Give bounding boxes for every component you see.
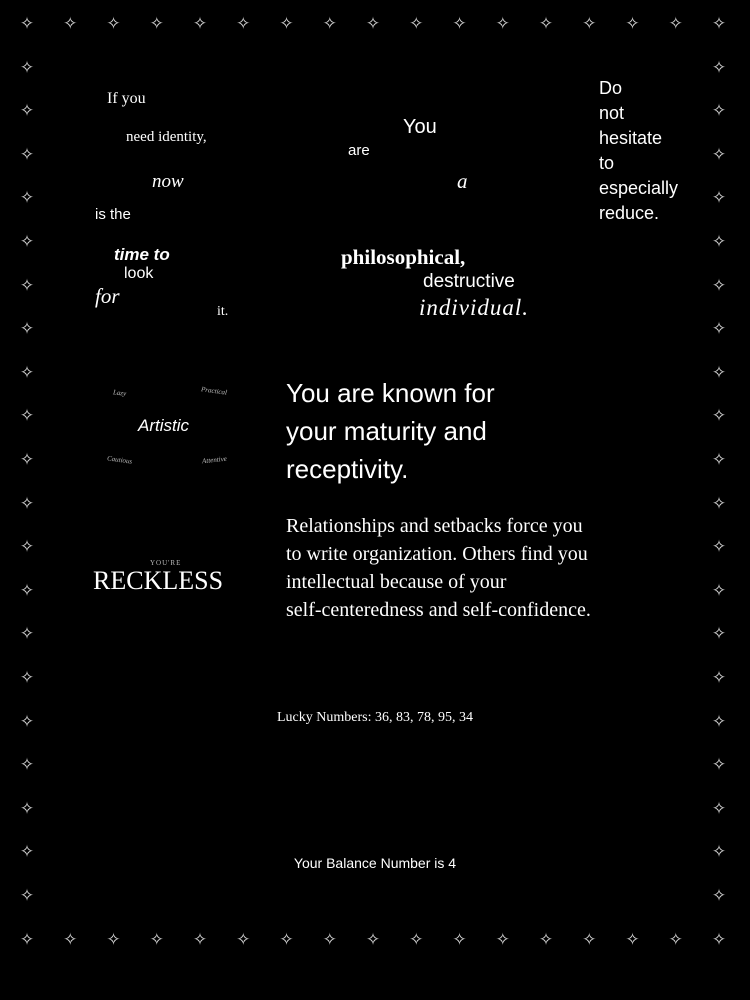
four-point-star-outline-icon: ✧: [538, 14, 554, 34]
heading-line: your maturity and: [286, 416, 487, 446]
trait-label: Cautious: [106, 454, 133, 466]
four-point-star-outline-icon: ✧: [279, 929, 294, 950]
advice-line: not: [599, 103, 625, 123]
four-point-star-outline-icon: ✧: [19, 319, 35, 340]
advice-line: to: [599, 153, 615, 173]
four-point-star-outline-icon: ✧: [711, 929, 727, 950]
four-point-star-outline-icon: ✧: [711, 624, 727, 645]
four-point-star-outline-icon: ✧: [19, 929, 35, 950]
four-point-star-outline-icon: ✧: [149, 929, 164, 950]
four-point-star-outline-icon: ✧: [711, 101, 727, 122]
poem-line: are: [348, 142, 370, 159]
trait-label: Practical: [200, 385, 228, 397]
four-point-star-outline-icon: ✧: [409, 929, 424, 950]
four-point-star-outline-icon: ✧: [625, 929, 640, 950]
body-line: intellectual because of your: [286, 571, 507, 593]
four-point-star-outline-icon: ✧: [19, 450, 35, 470]
four-point-star-outline-icon: ✧: [711, 319, 727, 340]
poem-line: need identity,: [126, 129, 207, 145]
body-line: Relationships and setbacks force you: [286, 515, 583, 537]
four-point-star-outline-icon: ✧: [365, 929, 381, 950]
poem-line: now: [152, 171, 184, 192]
poem-line: If you: [107, 90, 146, 107]
four-point-star-outline-icon: ✧: [19, 57, 35, 78]
four-point-star-outline-icon: ✧: [711, 232, 727, 252]
poem-line: it.: [217, 304, 229, 319]
four-point-star-outline-icon: ✧: [19, 886, 35, 906]
four-point-star-outline-icon: ✧: [711, 362, 727, 383]
four-point-star-outline-icon: ✧: [19, 101, 35, 122]
four-point-star-outline-icon: ✧: [19, 362, 35, 383]
four-point-star-outline-icon: ✧: [19, 798, 35, 819]
four-point-star-outline-icon: ✧: [19, 668, 35, 688]
four-point-star-outline-icon: ✧: [452, 14, 467, 34]
four-point-star-outline-icon: ✧: [63, 929, 78, 950]
four-point-star-outline-icon: ✧: [19, 624, 35, 645]
poem-line: for: [95, 284, 120, 308]
four-point-star-outline-icon: ✧: [322, 14, 337, 34]
body-line: to write organization. Others find you: [286, 543, 588, 565]
trait-label: Lazy: [112, 388, 127, 398]
four-point-star-outline-icon: ✧: [19, 580, 35, 601]
balance-number: Your Balance Number is 4: [293, 855, 457, 871]
four-point-star-outline-icon: ✧: [19, 406, 35, 427]
four-point-star-outline-icon: ✧: [711, 144, 727, 165]
four-point-star-outline-icon: ✧: [19, 755, 35, 776]
four-point-star-outline-icon: ✧: [236, 929, 251, 950]
four-point-star-outline-icon: ✧: [19, 232, 35, 252]
four-point-star-outline-icon: ✧: [495, 14, 510, 34]
four-point-star-outline-icon: ✧: [711, 842, 727, 863]
advice-line: hesitate: [599, 128, 663, 148]
trait-label: Attentive: [201, 454, 228, 466]
four-point-star-outline-icon: ✧: [538, 929, 554, 950]
advice-line: especially: [599, 178, 679, 198]
four-point-star-outline-icon: ✧: [711, 57, 727, 78]
body-line: self-centeredness and self-confidence.: [286, 599, 591, 621]
four-point-star-outline-icon: ✧: [625, 14, 640, 34]
lucky-numbers: Lucky Numbers: 36, 83, 78, 95, 34: [277, 710, 473, 725]
four-point-star-outline-icon: ✧: [236, 14, 251, 34]
four-point-star-outline-icon: ✧: [19, 842, 35, 863]
four-point-star-outline-icon: ✧: [322, 929, 337, 950]
four-point-star-outline-icon: ✧: [711, 450, 727, 470]
four-point-star-outline-icon: ✧: [711, 886, 727, 906]
poem-line: a: [457, 169, 468, 193]
four-point-star-outline-icon: ✧: [711, 406, 727, 427]
four-point-star-outline-icon: ✧: [19, 493, 35, 514]
four-point-star-outline-icon: ✧: [409, 14, 424, 34]
poem-line: philosophical,: [341, 245, 466, 269]
four-point-star-outline-icon: ✧: [711, 580, 727, 601]
four-point-star-outline-icon: ✧: [106, 929, 121, 950]
four-point-star-outline-icon: ✧: [711, 668, 727, 688]
four-point-star-outline-icon: ✧: [711, 493, 727, 514]
trait-label: Artistic: [138, 416, 189, 435]
poem-line: destructive: [423, 271, 515, 292]
four-point-star-outline-icon: ✧: [711, 798, 727, 819]
poem-line: individual.: [419, 295, 530, 320]
four-point-star-outline-icon: ✧: [19, 275, 35, 296]
heading-line: receptivity.: [286, 454, 409, 484]
four-point-star-outline-icon: ✧: [19, 144, 35, 165]
four-point-star-outline-icon: ✧: [63, 14, 78, 34]
poem-line: time to: [114, 245, 170, 264]
four-point-star-outline-icon: ✧: [668, 14, 683, 34]
four-point-star-outline-icon: ✧: [19, 188, 35, 209]
reckless-word: RECKLESS: [93, 566, 224, 595]
poem-line: You: [403, 116, 437, 138]
reckless-prefix: YOU'RE: [150, 559, 182, 567]
four-point-star-outline-icon: ✧: [711, 755, 727, 776]
four-point-star-outline-icon: ✧: [192, 929, 208, 950]
four-point-star-outline-icon: ✧: [711, 275, 727, 296]
heading-line: You are known for: [286, 378, 495, 408]
four-point-star-outline-icon: ✧: [106, 14, 121, 34]
four-point-star-outline-icon: ✧: [711, 537, 727, 558]
four-point-star-outline-icon: ✧: [711, 711, 727, 732]
known-for-heading: [286, 374, 495, 488]
advice-line: reduce.: [599, 203, 660, 223]
poem-line: is the: [95, 206, 131, 223]
four-point-star-outline-icon: ✧: [668, 929, 683, 950]
four-point-star-outline-icon: ✧: [279, 14, 294, 34]
four-point-star-outline-icon: ✧: [365, 14, 381, 34]
poem-line: look: [124, 265, 154, 282]
four-point-star-outline-icon: ✧: [582, 929, 597, 950]
four-point-star-outline-icon: ✧: [495, 929, 510, 950]
known-for-body: [286, 512, 591, 624]
four-point-star-outline-icon: ✧: [192, 14, 208, 34]
four-point-star-outline-icon: ✧: [582, 14, 597, 34]
advice-line: Do: [599, 78, 623, 98]
four-point-star-outline-icon: ✧: [711, 188, 727, 209]
four-point-star-outline-icon: ✧: [19, 14, 35, 34]
four-point-star-outline-icon: ✧: [19, 537, 35, 558]
four-point-star-outline-icon: ✧: [149, 14, 164, 34]
four-point-star-outline-icon: ✧: [452, 929, 467, 950]
advice-block: [599, 76, 678, 226]
four-point-star-outline-icon: ✧: [19, 711, 35, 732]
four-point-star-outline-icon: ✧: [711, 14, 727, 34]
